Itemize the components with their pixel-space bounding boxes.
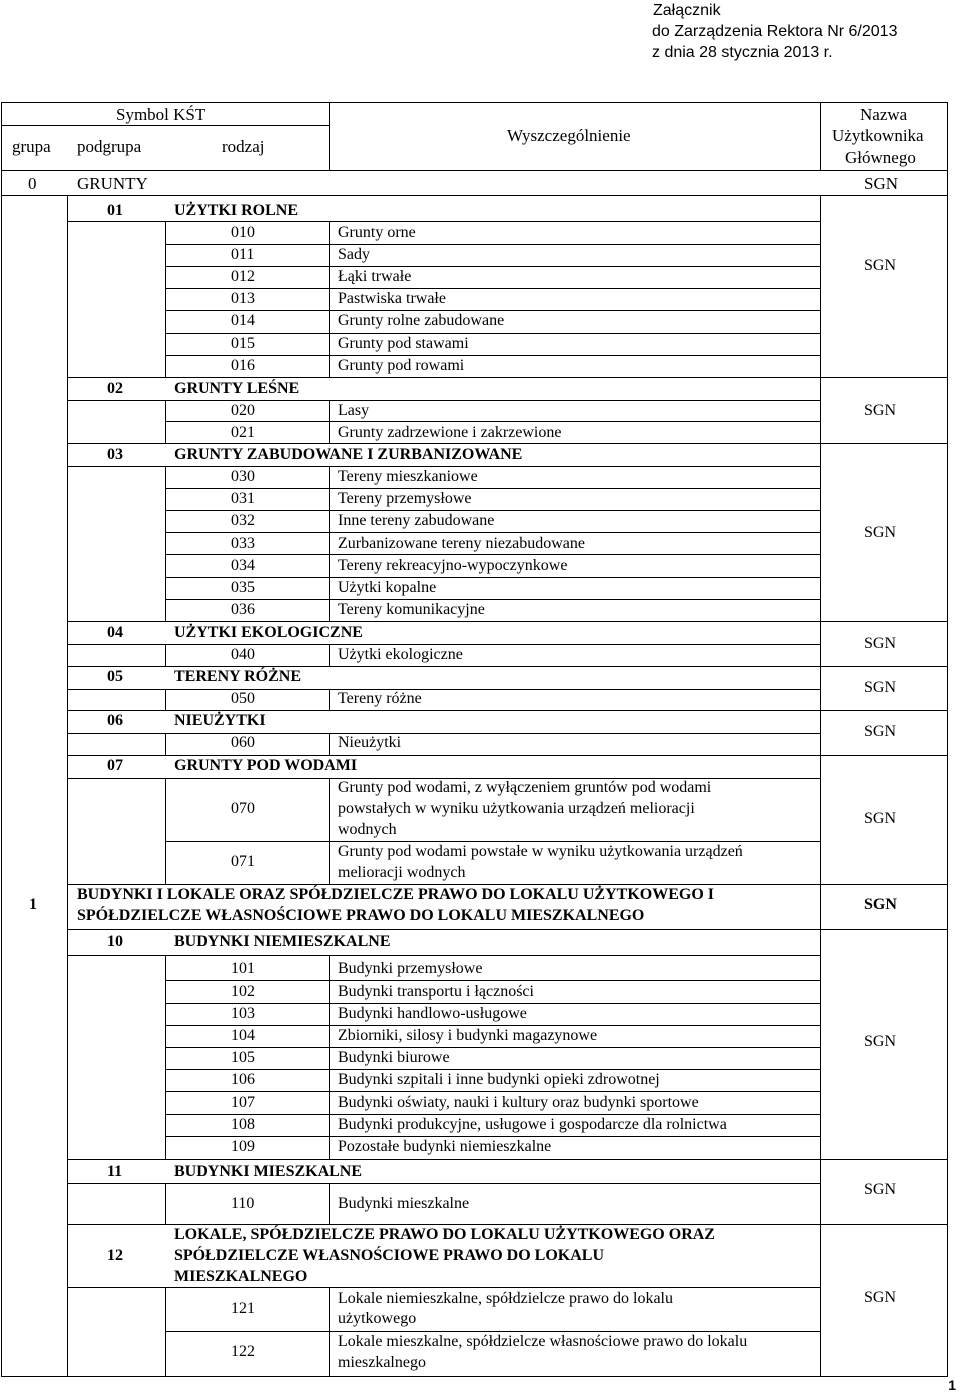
rodzaj-label: Grunty rolne zabudowane: [338, 312, 505, 329]
rodzaj-label: Tereny komunikacyjne: [338, 601, 485, 618]
user-cell: SGN: [864, 810, 897, 827]
header-podgrupa: podgrupa: [77, 137, 142, 156]
rodzaj-code: 012: [231, 268, 255, 285]
rodzaj-code: 010: [231, 224, 255, 241]
podgrupa-label-line1: LOKALE, SPÓŁDZIELCZE PRAWO DO LOKALU UŻYTKOWEGO ORAZ: [174, 1226, 715, 1243]
rodzaj-code: 122: [231, 1343, 255, 1360]
rodzaj-code: 020: [231, 402, 255, 419]
rodzaj-label: Sady: [338, 246, 370, 263]
podgrupa-label: GRUNTY ZABUDOWANE I ZURBANIZOWANE: [174, 446, 523, 463]
user-cell: SGN: [864, 1181, 897, 1198]
rodzaj-code: 014: [231, 312, 255, 329]
rodzaj-label-line2: melioracji wodnych: [338, 864, 466, 881]
grupa-code: 0: [28, 174, 37, 193]
attachment-regulation: do Zarządzenia Rektora Nr 6/2013: [652, 23, 898, 40]
podgrupa-code: 01: [107, 202, 123, 219]
rodzaj-code: 036: [231, 601, 255, 618]
rodzaj-code: 060: [231, 734, 255, 751]
rodzaj-code: 021: [231, 424, 255, 441]
rodzaj-label: Budynki mieszkalne: [338, 1195, 470, 1212]
rodzaj-code: 050: [231, 690, 255, 707]
rodzaj-label: Budynki oświaty, nauki i kultury oraz budynki sportowe: [338, 1094, 699, 1111]
rodzaj-code: 034: [231, 557, 255, 574]
grupa-code: 1: [29, 896, 37, 913]
user-cell: SGN: [864, 723, 897, 740]
rodzaj-code: 035: [231, 579, 255, 596]
rodzaj-label-line3: wodnych: [338, 821, 397, 838]
rodzaj-code: 011: [231, 246, 255, 263]
header-symbol: Symbol KŚT: [116, 105, 206, 124]
rodzaj-label: Tereny różne: [338, 690, 422, 707]
rodzaj-label: Zbiorniki, silosy i budynki magazynowe: [338, 1027, 598, 1044]
rodzaj-label-line1: Lokale mieszkalne, spółdzielcze własnościowe prawo do lokalu: [338, 1333, 748, 1350]
header-rodzaj: rodzaj: [222, 137, 265, 156]
grupa-label-line2: SPÓŁDZIELCZE WŁASNOŚCIOWE PRAWO DO LOKALU MIESZKALNEGO: [77, 907, 645, 924]
grupa-user: SGN: [864, 174, 899, 193]
rodzaj-code: 110: [231, 1195, 255, 1212]
podgrupa-label: BUDYNKI NIEMIESZKALNE: [174, 933, 391, 950]
podgrupa-label: NIEUŻYTKI: [174, 712, 266, 729]
rodzaj-code: 015: [231, 335, 255, 352]
rodzaj-label: Budynki przemysłowe: [338, 960, 483, 977]
podgrupa-code: 06: [107, 712, 123, 729]
rodzaj-code: 040: [231, 646, 255, 663]
rodzaj-code: 071: [231, 853, 255, 870]
rodzaj-code: 033: [231, 535, 255, 552]
rodzaj-label-line2: użytkowego: [338, 1310, 417, 1327]
header-nazwa-line1: Nazwa: [860, 105, 908, 124]
header-grupa: grupa: [12, 137, 51, 156]
rodzaj-label: Zurbanizowane tereny niezabudowane: [338, 535, 585, 552]
rodzaj-label: Tereny mieszkaniowe: [338, 468, 478, 485]
header-wyszczegolnienie: Wyszczególnienie: [507, 126, 631, 145]
attachment-title: Załącznik: [653, 2, 721, 19]
podgrupa-label: UŻYTKI ROLNE: [174, 202, 299, 219]
rodzaj-label: Lasy: [338, 402, 370, 419]
podgrupa-label: GRUNTY LEŚNE: [174, 380, 300, 397]
user-cell: SGN: [864, 402, 897, 419]
podgrupa-code: 04: [107, 624, 123, 641]
grupa-label: GRUNTY: [77, 174, 148, 193]
rodzaj-label: Grunty pod stawami: [338, 335, 469, 352]
podgrupa-code: 11: [107, 1163, 123, 1180]
header-nazwa-line3: Głównego: [845, 148, 916, 167]
user-cell: SGN: [864, 524, 897, 541]
rodzaj-label-line1: Grunty pod wodami, z wyłączeniem gruntów pod wodami: [338, 779, 712, 796]
rodzaj-label-line2: mieszkalnego: [338, 1354, 426, 1371]
rodzaj-label: Inne tereny zabudowane: [338, 512, 495, 529]
rodzaj-label: Budynki handlowo-usługowe: [338, 1005, 527, 1022]
user-cell: SGN: [864, 1289, 897, 1306]
podgrupa-code: 07: [107, 757, 123, 774]
podgrupa-code: 12: [107, 1247, 123, 1264]
podgrupa-code: 03: [107, 446, 123, 463]
rodzaj-label-line2: powstałych w wyniku użytkowania urządzeń melioracji: [338, 800, 695, 817]
podgrupa-label-line2: SPÓŁDZIELCZE WŁASNOŚCIOWE PRAWO DO LOKALU: [174, 1247, 605, 1264]
rodzaj-label: Grunty pod rowami: [338, 357, 465, 374]
rodzaj-code: 031: [231, 490, 255, 507]
page-number: 1: [948, 1377, 956, 1393]
rodzaj-label: Tereny rekreacyjno-wypoczynkowe: [338, 557, 568, 574]
rodzaj-code: 121: [231, 1300, 255, 1317]
podgrupa-label-line3: MIESZKALNEGO: [174, 1268, 308, 1285]
rodzaj-code: 070: [231, 800, 255, 817]
podgrupa-code: 05: [107, 668, 123, 685]
grupa-label-line1: BUDYNKI I LOKALE ORAZ SPÓŁDZIELCZE PRAWO DO LOKALU UŻYTKOWEGO I: [77, 886, 714, 903]
user-cell: SGN: [864, 1033, 897, 1050]
podgrupa-label: TERENY RÓŻNE: [174, 668, 301, 685]
rodzaj-code: 105: [231, 1049, 255, 1066]
attachment-date: z dnia 28 stycznia 2013 r.: [652, 44, 833, 61]
rodzaj-code: 013: [231, 290, 255, 307]
rodzaj-code: 108: [231, 1116, 255, 1133]
rodzaj-code: 030: [231, 468, 255, 485]
podgrupa-label: GRUNTY POD WODAMI: [174, 757, 358, 774]
podgrupa-label: UŻYTKI EKOLOGICZNE: [174, 624, 363, 641]
rodzaj-label: Budynki szpitali i inne budynki opieki zdrowotnej: [338, 1071, 660, 1088]
rodzaj-code: 102: [231, 983, 255, 1000]
rodzaj-label: Pozostałe budynki niemieszkalne: [338, 1138, 552, 1155]
rodzaj-label: Nieużytki: [338, 734, 402, 751]
podgrupa-code: 10: [107, 933, 123, 950]
rodzaj-code: 103: [231, 1005, 255, 1022]
rodzaj-code: 032: [231, 512, 255, 529]
user-cell: SGN: [864, 635, 897, 652]
rodzaj-code: 104: [231, 1027, 255, 1044]
rodzaj-label: Budynki produkcyjne, usługowe i gospodarcze dla rolnictwa: [338, 1116, 727, 1133]
rodzaj-label: Użytki ekologiczne: [338, 646, 463, 663]
rodzaj-label: Użytki kopalne: [338, 579, 437, 596]
podgrupa-code: 02: [107, 380, 123, 397]
rodzaj-label: Budynki transportu i łączności: [338, 983, 534, 1000]
rodzaj-code: 109: [231, 1138, 255, 1155]
rodzaj-label: Pastwiska trwałe: [338, 290, 446, 307]
grupa-user: SGN: [864, 896, 897, 913]
rodzaj-code: 107: [231, 1094, 255, 1111]
rodzaj-label-line1: Grunty pod wodami powstałe w wyniku użytkowania urządzeń: [338, 843, 743, 860]
rodzaj-label: Budynki biurowe: [338, 1049, 450, 1066]
rodzaj-label: Łąki trwałe: [338, 268, 412, 285]
rodzaj-code: 101: [231, 960, 255, 977]
header-nazwa-line2: Użytkownika: [832, 126, 924, 145]
rodzaj-label-line1: Lokale niemieszkalne, spółdzielcze prawo do lokalu: [338, 1290, 673, 1307]
rodzaj-label: Grunty orne: [338, 224, 416, 241]
user-cell: SGN: [864, 257, 897, 274]
podgrupa-label: BUDYNKI MIESZKALNE: [174, 1163, 363, 1180]
rodzaj-label: Tereny przemysłowe: [338, 490, 472, 507]
rodzaj-label: Grunty zadrzewione i zakrzewione: [338, 424, 562, 441]
rodzaj-code: 016: [231, 357, 255, 374]
user-cell: SGN: [864, 679, 897, 696]
rodzaj-code: 106: [231, 1071, 255, 1088]
